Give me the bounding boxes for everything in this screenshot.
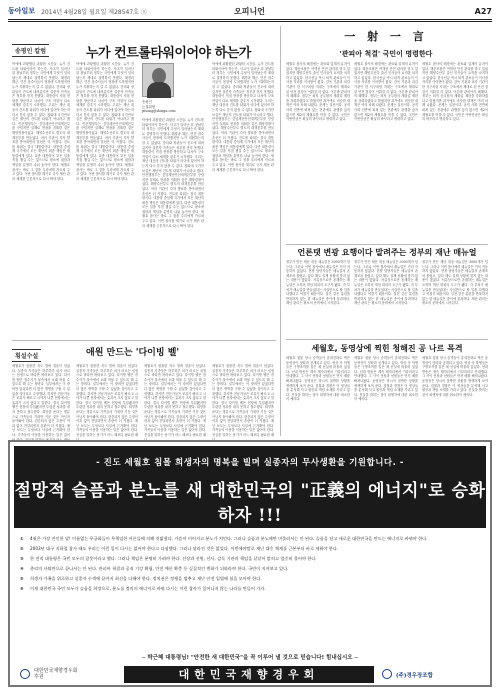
list-item: [20, 576, 480, 582]
column-body-1: [12, 62, 70, 337]
second-headline: 애원 만드는 '다이빙 벨': [86, 348, 180, 358]
divider: [286, 339, 488, 340]
columnist-role: 논설위원: [142, 104, 156, 109]
divider: [12, 340, 276, 341]
ad-condolence-line: - 진도 세월호 침몰 희생자의 명복을 빌며 실종자의 무사생환을 기원합니다. -: [96, 458, 404, 468]
body-text: 정부가 만든 재난 대응 매뉴얼은 3000개가 넘는다. 그러나 이번 참사에서 매뉴얼은 거의 작동하지 않았다. 현장 담당자들은 매뉴얼의 존재조차 몰랐고, 있다 해도 실제 상황에 맞지 않는 내용이 많았다. 서류상으로만 존재하는 매뉴얼은 오히려 책임 회피의 도구가 됐다. 각 부처가 매뉴얼을 만들었다는 사실만으로 할 일을 다했다고 여겼기 때문이다. 실전 같은 훈련을 반복하지 않는 한 매뉴얼은 종이에 불과하다. 재난 관리는 평소의 준비에서 시작된다.: [354, 260, 418, 306]
sponsor-right: (주)경우장조합: [396, 673, 433, 679]
video-headline: 세월호, 동영상에 찍힌 청해진 공 나르 목격: [311, 344, 463, 353]
body-text: 세월호 침몰 당시 승객들이 휴대전화로 찍은 동영상이 잇따라 공개되고 있다. 영상 속 학생들은 구명조끼를 입은 채 선실에 머물러 있었다. 선내 방송은 계속 제자리에서 기다리라고 안내했다. 그 사이 선장과 선원들은 먼저 배를 빠져나왔다. 동영상은 당시의 절박한 상황을 생생하게 보여 준다. 검찰과 경찰은 이 영상들을 분석해 사고 원인과 책임 소재를 가리고 있다. 진실을 밝히는 것이 희생자에 대한 최소한의 예의다.: [354, 356, 418, 402]
columnist-email: pisong@donga.com: [142, 109, 176, 114]
video-body-2: [354, 356, 418, 434]
list-item: [20, 586, 480, 592]
column-body-4: [212, 62, 274, 337]
body-text: 세월호 참사의 배경에는 관료와 업계의 유착이 있다. 해운조합은 여객선 안전 관리를 맡고 있었지만 해양수산부 출신 인사들이 요직을 차지하고 있었다. 한국선급 역시 퇴직 관료들이 이사장 자리를 이어받아 왔다. 감독 기관과 피감 기관이 한 식구처럼 지내는 구조에서 제대로 된 안전 점검이 이뤄질 리 없다. 이른바 관피아의 폐해다. 정부는 퇴직 공무원의 재취업 제한을 강화하겠다고 밝혔지만 과거에도 비슷한 대책은 여러 차례 나왔다. 문제는 실천이다. 공직 사회 전반에 퍼져 있는 전관예우 관행을 끊지 않으면 제2의 세월호를 막을 수 없다. 국민은 이번만큼은 확실히 바꾸라고 명령하고 있다.: [286, 62, 350, 122]
body-text: 세월호가 침몰한 지도 벌써 열흘이 넘었다. 실종자 가족들은 하루하루 피가 마르는 심정으로 바다만 바라보고 있다. 다이빙 벨은 잠수사가 물속에서 오래 머물 수 있도록 해 주는 장비다. 일부에서는 이 장비만 있었다면 더 많은 생명을 구할 수 있었을 것이라고 주장했다. 하지만 전문가들은 조류가 빠르고 시야가 나쁜 현장에서는 효과가 크지 않다고 말한다. 결국 다이빙 벨은 현장에 투입됐지만 뚜렷한 성과를 내지 못하고 철수했다. 희망을 준다는 명분으로 가족들의 기대만 키운 것은 아닌지 돌아봐야 한다. 검증되지 않은 주장이 여과 없이 전달되면서 혼란이 더 커졌다. 재난 보도는 무엇보다 사실에 근거해야 한다. 가족들의 아픔을 이용하는 일은 없어야 한다. 진실을 말하는 용기가 어느 때보다 필요한 때: [144, 364, 206, 437]
page-header: [8, 4, 492, 18]
list-item: [20, 556, 480, 562]
header-rule-2: [8, 21, 492, 22]
columnist-photo: [142, 63, 174, 97]
item-number: ⑥: [20, 586, 24, 591]
manual-body-1: [286, 260, 350, 336]
advertisement: [8, 440, 492, 687]
body-text: 탁에에 과황했던 과황한 시간들. 뉴가 컨트롤 타워이어야 하는가. 사고가 일어난 뒤 첫날부터 정부는 국민에게 무엇이 일어났는지 제대로 설명하지 못했다. 해경과 해군, 민간 잠수사들이 현장에 도착했지만 누가 지휘하는지 알 수 없었다. 총리와 장관들이 진도에 내려갔지만 실종자 가족들은 정부를 믿지 못했다. 대통령이 직접 현장을 방문하고 나서야 구조 작업이 다소 체계를 갖추기 시작했다. 우리는 재난 대응의 컨트롤 타워가 어디에 있어야 하는지 다시 묻지 않을 수 없다. 청와대 국가안보실은 재난의 컨트롤 타워가 아니라고 했다. 안전행정부는 중앙재난안전대책본부를 꾸렸지만 실제로 현장을 지휘한 것은 해양경찰이었다. 해양수산부도 별도의 대책본부를 만들었다. 여러 기관이 각자 발표를 쏟아내면서 혼선은 더 커졌다. 컨트롤 타워는 결국 대통령이다. 대통령 중심제 국가에서 모든 재난의 최종 책임은 대통령에게 있다. 다만 대통령이 모든 일을 직접 챙길 수는 없으므로 평소에 권한과 책임을 분명히 나눠 놓아야 한다. 세월호 참사는 바로 그 점을 우리에게 가르쳐 주고 있다. 이번 참사를 계기로 국가 재난 관리 체계를 근본적으로 다시 짜야 한다.: [76, 62, 134, 181]
body-text: 탁에에 과황했던 과황한 시간들. 뉴가 컨트롤 타워이어야 하는가. 사고가 일어난 뒤 첫날부터 정부는 국민에게 무엇이 일어났는지 제대로 설명하지 못했다. 해경과 해군, 민간 잠수사들이 현장에 도착했지만 누가 지휘하는지 알 수 없었다. 총리와 장관들이 진도에 내려갔지만 실종자 가족들은 정부를 믿지 못했다. 대통령이 직접 현장을 방문하고 나서야 구조 작업이 다소 체계를 갖추기 시작했다. 우리는 재난 대응의 컨트롤 타워가 어디에 있어야 하는지 다시 묻지 않을 수 없다. 청와대 국가안보실은 재난의 컨트롤 타워가 아니라고 했다. 안전행정부는 중앙재난안전대책본부를 꾸렸지만 실제로 현장을 지휘한 것은 해양경찰이었다. 해양수산부도 별도의 대책본부를 만들었다. 여러 기관이 각자 발표를 쏟아내면서 혼선은 더 커졌다. 컨트롤 타워는 결국 대통령이다. 대통령 중심제 국가에서 모든 재난의 최종 책임은 대통령에게 있다. 다만 대통령이 모든 일을 직접 챙길 수는 없으므로 평소에 권한과 책임을 분명히 나눠 놓아야 한다. 세월호 참사는 바로 그 점을 우리에게 가르쳐 주고 있다. 이번 참사를 계기로 국가 재난 관리 체계를 근본적으로 다시 짜야 한다.: [142, 118, 204, 228]
manual-body-3: [422, 260, 488, 336]
page-number: A27: [474, 6, 492, 16]
right-body-3: [422, 62, 488, 242]
column-divider: [280, 26, 281, 436]
item-text: 2003년 대구 지하철 참사 때도 우리는 이런 일이 다시는 없어야 한다고 다짐했다. 그러나 달라진 것은 없었다. 이번에야말로 재난 대응 체계를 근본부터 바로 세워야 한다.: [30, 546, 339, 551]
second-box-title: 횡설수설: [12, 349, 41, 362]
body-text: 세월호가 침몰한 지도 벌써 열흘이 넘었다. 실종자 가족들은 하루하루 피가 마르는 심정으로 바다만 바라보고 있다. 다이빙 벨은 잠수사가 물속에서 오래 머물 수 있도록 해 주는 장비다. 일부에서는 이 장비만 있었다면 더 많은 생명을 구할 수 있었을 것이라고 주장했다. 하지만 전문가들은 조류가 빠르고 시야가 나쁜 현장에서는 효과가 크지 않다고 말한다. 결국 다이빙 벨은 현장에 투입됐지만 뚜렷한 성과를 내지 못하고 철수했다. 희망을 준다는 명분으로 가족들의 기대만 키운 것은 아닌지 돌아봐야 한다. 검증되지 않은 주장이 여과 없이 전달되면서 혼란이 더 커졌다. 재난 보도는 무엇보다 사실에 근거해야 한다. 가족들의 아픔을 이용하는 일은 없어야 한다. 진실을 말하는 용기가 어느 때보다 필요한 때: [212, 364, 274, 437]
sponsor-left: [34, 669, 77, 680]
ad-closing-line: ─ 박근혜 대통령님! "안전한 새 대한민국"을 꼭 이루어 낼 것으로 믿습니다! 힘내십시오 ─: [142, 655, 358, 661]
ad-slogan: 절망적 슬픔과 분노를 새 대한민국의 "正義의 에너지"로 승화하자 !!!: [14, 481, 486, 526]
item-number: ⑤: [20, 576, 24, 581]
list-item: [20, 566, 480, 572]
column-body-2: [76, 62, 134, 337]
ad-statement-list: [20, 536, 480, 596]
manual-headline: 언론탯 변광 요행이다 말려주는 정부의 재난 매뉴얼: [297, 248, 477, 257]
ad-banner: [14, 446, 486, 528]
newspaper-name: 동아일보: [8, 7, 36, 15]
body-text: 세월호 침몰 당시 승객들이 휴대전화로 찍은 동영상이 잇따라 공개되고 있다. 영상 속 학생들은 구명조끼를 입은 채 선실에 머물러 있었다. 선내 방송은 계속 제자리에서 기다리라고 안내했다. 그 사이 선장과 선원들은 먼저 배를 빠져나왔다. 동영상은 당시의 절박한 상황을 생생하게 보여 준다. 검찰과 경찰은 이 영상들을 분석해 사고 원인과 책임 소재를 가리고 있다. 진실을 밝히는 것이 희생자에 대한 최소한의 예의다.: [286, 356, 350, 402]
columnist-name: 송평인: [142, 100, 152, 104]
body-text: 세월호가 침몰한 지도 벌써 열흘이 넘었다. 실종자 가족들은 하루하루 피가 마르는 심정으로 바다만 바라보고 있다. 다이빙 벨은 잠수사가 물속에서 오래 머물 수 있도록 해 주는 장비다. 일부에서는 이 장비만 있었다면 더 많은 생명을 구할 수 있었을 것이라고 주장했다. 하지만 전문가들은 조류가 빠르고 시야가 나쁜 현장에서는 효과가 크지 않다고 말한다. 결국 다이빙 벨은 현장에 투입됐지만 뚜렷한 성과를 내지 못하고 철수했다. 희망을 준다는 명분으로 가족들의 기대만 키운 것은 아닌지 돌아봐야 한다. 검증되지 않은 주장이 여과 없이 전달되면서 혼란이 더 커졌다. 재난 보도는 무엇보다 사실에 근거해야 한다. 가족들의 아픔을 이용하는 일은 없어야 한다. 진실을 말하는 용기가 어느 때보다 필요한 때: [76, 364, 138, 437]
header-rule: [8, 19, 492, 20]
second-body-4: [212, 364, 274, 437]
hanja-title-box: [286, 28, 486, 48]
item-number: ②: [20, 546, 24, 551]
manual-body-2: [354, 260, 418, 336]
org-logo-icon: [20, 669, 30, 679]
body-text: 세월호 참사의 배경에는 관료와 업계의 유착이 있다. 해운조합은 여객선 안전 관리를 맡고 있었지만 해양수산부 출신 인사들이 요직을 차지하고 있었다. 한국선급 역시 퇴직 관료들이 이사장 자리를 이어받아 왔다. 감독 기관과 피감 기관이 한 식구처럼 지내는 구조에서 제대로 된 안전 점검이 이뤄질 리 없다. 이른바 관피아의 폐해다. 정부는 퇴직 공무원의 재취업 제한을 강화하겠다고 밝혔지만 과거에도 비슷한 대책은 여러 차례 나왔다. 문제는 실천이다. 공직 사회 전반에 퍼져 있는 전관예우 관행을 끊지 않으면 제2의 세월호를 막을 수 없다. 국민은 이번만큼은 확실히 바꾸라고 명령하고 있다.: [422, 62, 488, 122]
hanja-title: 一 射 一 言: [344, 30, 428, 43]
list-item: [20, 536, 480, 542]
item-number: ③: [20, 556, 24, 561]
divider: [286, 244, 488, 245]
item-text: 총리의 사퇴만으로 끝나서는 안 된다. 관피아 척결과 공직 기강 확립, 안전 예산 확충 등 실질적인 변화가 뒤따라야 한다. 국민이 지켜보고 있다.: [30, 566, 289, 571]
right-body-1: [286, 62, 350, 242]
right-body-2: [354, 62, 418, 242]
body-text: 탁에에 과황했던 과황한 시간들. 뉴가 컨트롤 타워이어야 하는가. 사고가 일어난 뒤 첫날부터 정부는 국민에게 무엇이 일어났는지 제대로 설명하지 못했다. 해경과 해군, 민간 잠수사들이 현장에 도착했지만 누가 지휘하는지 알 수 없었다. 총리와 장관들이 진도에 내려갔지만 실종자 가족들은 정부를 믿지 못했다. 대통령이 직접 현장을 방문하고 나서야 구조 작업이 다소 체계를 갖추기 시작했다. 우리는 재난 대응의 컨트롤 타워가 어디에 있어야 하는지 다시 묻지 않을 수 없다. 청와대 국가안보실은 재난의 컨트롤 타워가 아니라고 했다. 안전행정부는 중앙재난안전대책본부를 꾸렸지만 실제로 현장을 지휘한 것은 해양경찰이었다. 해양수산부도 별도의 대책본부를 만들었다. 여러 기관이 각자 발표를 쏟아내면서 혼선은 더 커졌다. 컨트롤 타워는 결국 대통령이다. 대통령 중심제 국가에서 모든 재난의 최종 책임은 대통령에게 있다. 다만 대통령이 모든 일을 직접 챙길 수는 없으므로 평소에 권한과 책임을 분명히 나눠 놓아야 한다. 세월호 참사는 바로 그 점을 우리에게 가르쳐 주고 있다. 이번 참사를 계기로 국가 재난 관리 체계를 근본적으로 다시 짜야 한다.: [212, 62, 274, 172]
sponsor-left-role: 후원: [34, 673, 44, 680]
right-headline: '관피아 척결' 국민이 명령한다: [339, 50, 433, 58]
body-text: 세월호가 침몰한 지도 벌써 열흘이 넘었다. 실종자 가족들은 하루하루 피가 마르는 심정으로 바다만 바라보고 있다. 다이빙 벨은 잠수사가 물속에서 오래 머물 수 있도록 해 주는 장비다. 일부에서는 이 장비만 있었다면 더 많은 생명을 구할 수 있었을 것이라고 주장했다. 하지만 전문가들은 조류가 빠르고 시야가 나쁜 현장에서는 효과가 크지 않다고 말한다. 결국 다이빙 벨은 현장에 투입됐지만 뚜렷한 성과를 내지 못하고 철수했다. 희망을 준다는 명분으로 가족들의 기대만 키운 것은 아닌지 돌아봐야 한다. 검증되지 않은 주장이 여과 없이 전달되면서 혼란이 더 커졌다. 재난 보도는 무엇보다 사실에 근거해야 한다. 가족들의 아픔을 이용하는 일은 없어: [12, 364, 70, 437]
item-number: ④: [20, 566, 24, 571]
sponsor-left-name: 대한민국재향경우회: [34, 668, 78, 674]
column-headline: 누가 컨트롤타워이어야 하는가: [86, 46, 251, 61]
section-title: 오피니언: [234, 6, 265, 16]
body-text: 탁에에 과황했던 과황한 시간들. 뉴가 컨트롤 타워이어야 하는가. 사고가 일어난 뒤 첫날부터 정부는 국민에게 무엇이 일어났는지 제대로 설명하지 못했다. 해경과 해군, 민간 잠수사들이 현장에 도착했지만 누가 지휘하는지 알 수 없었다. 총리와 장관들이 진도에 내려갔지만 실종자 가족들은 정부를 믿지 못했다. 대통령이 직접 현장을 방문하고 나서야 구조 작업이 다소 체계를 갖추기 시작했다. 우리는 재난 대응의 컨트롤 타워가 어디에 있어야 하는지 다시 묻지 않을 수 없다. 청와대 국가안보실은 재난의 컨트롤 타워가 아니라고 했다. 안전행정부는 중앙재난안전대책본부를 꾸렸지만 실제로 현장을 지휘한 것은 해양경찰이었다. 해양수산부도 별도의 대책본부를 만들었다. 여러 기관이 각자 발표를 쏟아내면서 혼선은 더 커졌다. 컨트롤 타워는 결국 대통령이다. 대통령 중심제 국가에서 모든 재난의 최종 책임은 대통령에게 있다. 다만 대통령이 모든 일을 직접 챙길 수는 없으므로 평소에 권한과 책임을 분명히 나눠 놓아야 한다. 세월호 참사는 바로 그 점을 우리에게 가르쳐 주고 있다. 이번 참사를 계기로 국가 재난 관리 체계를 근본적으로 다시 짜야 한다.: [12, 62, 70, 181]
column-body-3: [142, 118, 204, 337]
body-text: 세월호 침몰 당시 승객들이 휴대전화로 찍은 동영상이 잇따라 공개되고 있다. 영상 속 학생들은 구명조끼를 입은 채 선실에 머물러 있었다. 선내 방송은 계속 제자리에서 기다리라고 안내했다. 그 사이 선장과 선원들은 먼저 배를 빠져나왔다. 동영상은 당시의 절박한 상황을 생생하게 보여 준다. 검찰과 경찰은 이 영상들을 분석해 사고 원인과 책임 소재를 가리고 있다. 진실을 밝히는 것이 희생자에 대한 최소한의 예의다.: [422, 356, 488, 397]
ad-footer: [14, 666, 486, 683]
sponsor-logo-icon: [382, 669, 392, 679]
list-item: [20, 546, 480, 552]
body-text: 세월호 참사의 배경에는 관료와 업계의 유착이 있다. 해운조합은 여객선 안전 관리를 맡고 있었지만 해양수산부 출신 인사들이 요직을 차지하고 있었다. 한국선급 역시 퇴직 관료들이 이사장 자리를 이어받아 왔다. 감독 기관과 피감 기관이 한 식구처럼 지내는 구조에서 제대로 된 안전 점검이 이뤄질 리 없다. 이른바 관피아의 폐해다. 정부는 퇴직 공무원의 재취업 제한을 강화하겠다고 밝혔지만 과거에도 비슷한 대책은 여러 차례 나왔다. 문제는 실천이다. 공직 사회 전반에 퍼져 있는 전관예우 관행을 끊지 않으면 제2의 세월호를 막을 수 없다. 국민은 이번만큼은 확실히 바꾸라고 명령하고 있다.: [354, 62, 418, 122]
second-body-3: [144, 364, 206, 437]
issue-date: 2014년 4월28일 월요일 제28547호 ⓐ: [41, 8, 147, 16]
body-text: 정부가 만든 재난 대응 매뉴얼은 3000개가 넘는다. 그러나 이번 참사에서 매뉴얼은 거의 작동하지 않았다. 현장 담당자들은 매뉴얼의 존재조차 몰랐고, 있다 해도 실제 상황에 맞지 않는 내용이 많았다. 서류상으로만 존재하는 매뉴얼은 오히려 책임 회피의 도구가 됐다. 각 부처가 매뉴얼을 만들었다는 사실만으로 할 일을 다했다고 여겼기 때문이다. 실전 같은 훈련을 반복하지 않는 한 매뉴얼은 종이에 불과하다. 재난 관리는 평소의 준비에서 시작된다.: [422, 260, 488, 306]
item-text: 4월은 가장 잔인한 달! 이름없는 무궁화들이 무책임한 어른들에 의해 짓밟혔다. 가슴이 미어지고 분노가 치민다. 그러나 슬픔과 분노에만 머물러서는 안 된다. 슬픔을 딛고 새로운 대한민국을 만드는 에너지로 바꿔야 한다.: [30, 536, 428, 541]
item-text: 한 전직 대통령은 국민 모두의 잘못이라고 했다. 그러나 책임은 분명히 가려야 한다. 선장과 선원, 선사, 감독 기관의 책임을 낱낱이 밝히고 엄중히 물어야 한다.: [30, 556, 317, 561]
item-text: 이제 대한민국 국민 모두가 슬픔을 희망으로, 분노를 정의의 에너지로 바꿔 다시는 이런 참사가 일어나지 않는 나라를 만들어 가자.: [30, 586, 266, 591]
column-box-title: 송평인 칼럼: [12, 44, 49, 57]
body-text: 정부가 만든 재난 대응 매뉴얼은 3000개가 넘는다. 그러나 이번 참사에서 매뉴얼은 거의 작동하지 않았다. 현장 담당자들은 매뉴얼의 존재조차 몰랐고, 있다 해도 실제 상황에 맞지 않는 내용이 많았다. 서류상으로만 존재하는 매뉴얼은 오히려 책임 회피의 도구가 됐다. 각 부처가 매뉴얼을 만들었다는 사실만으로 할 일을 다했다고 여겼기 때문이다. 실전 같은 훈련을 반복하지 않는 한 매뉴얼은 종이에 불과하다. 재난 관리는 평소의 준비에서 시작된다.: [286, 260, 350, 306]
item-text: 희생자 가족을 위로하고 실종자 수색에 끝까지 최선을 다해야 한다. 정치권은 정쟁을 멈추고 재난 안전 입법에 힘을 모아야 한다.: [30, 576, 262, 581]
item-number: ①: [20, 536, 24, 541]
ad-organization-name: 대한민국재향경우회: [124, 666, 374, 683]
photo-caption: [142, 100, 182, 114]
second-body-1: [12, 364, 70, 437]
video-body-3: [422, 356, 488, 434]
second-body-2: [76, 364, 138, 437]
video-body-1: [286, 356, 350, 434]
